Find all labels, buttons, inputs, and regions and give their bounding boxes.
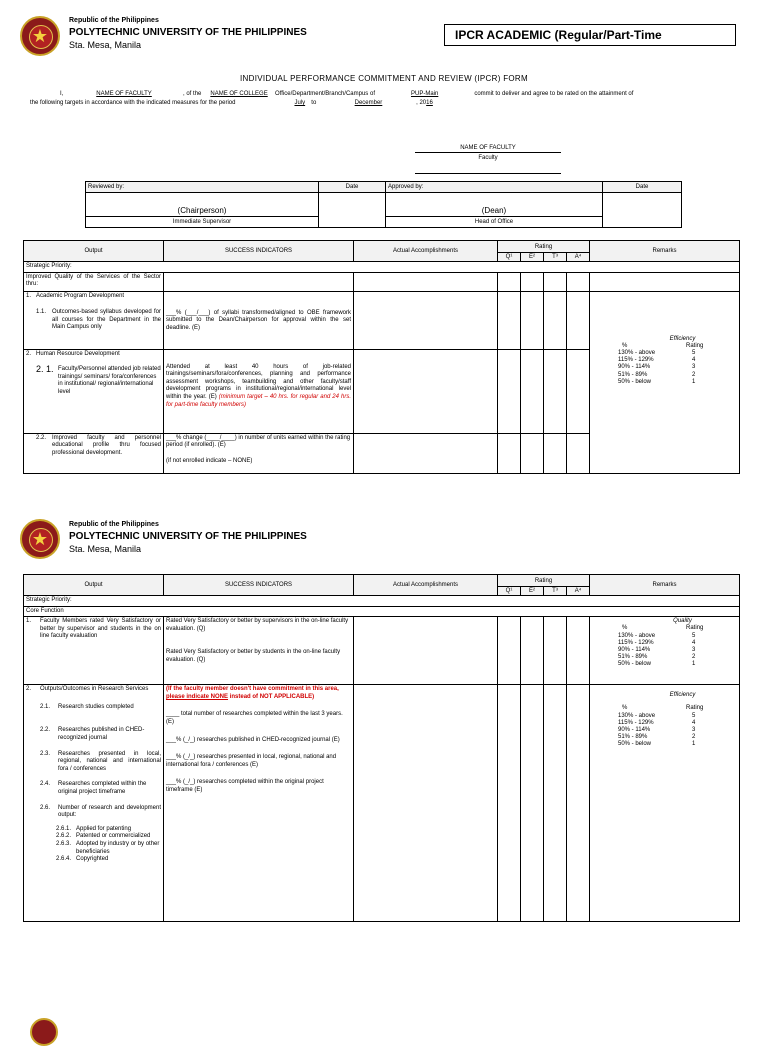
date-label: Date xyxy=(345,184,359,190)
row-faculty-evaluation: 1. Faculty Members rated Very Satisfactory or better by supervisor and students in the on line faculty evaluation xyxy=(24,617,164,685)
col-actual: Actual Accomplishments xyxy=(392,248,459,254)
row-academic-program: 1. Academic Program Development 1.1. Outcomes-based syllabus developed for all courses for the Department in the Main Campus only xyxy=(24,291,164,349)
approval-table xyxy=(85,181,682,228)
col-e-2: E² xyxy=(529,588,535,594)
remarks-efficiency: Efficiency % Rating 130% - above 5 115% - 129% 4 90% - 114% 3 51% - 89% 2 50% - below 1 xyxy=(590,291,740,473)
university-name-2: POLYTECHNIC UNIVERSITY OF THE PHILIPPINES xyxy=(69,531,307,542)
immediate-supervisor-label: Immediate Supervisor xyxy=(172,219,232,225)
row-research-services: 2. Outputs/Outcomes in Research Services 2.1. Research studies completed 2.2. Researches published in CHED-recognized journal 2.3. Researches presented in local, regional, national and international fora / conferences 2.4. Researches completed within the original project timeframe 2.6. Number of research and development output: 2.6.1. Applied for patenting 2.6.2. Patented or commercialized 2.6.3. Adopted by industry or by other beneficiaries 2.6.4. Copyrighted xyxy=(24,685,164,922)
col-success-indicators: SUCCESS INDICATORS xyxy=(224,248,293,254)
campus-blank: PUP-Main xyxy=(410,91,439,97)
university-seal-logo-3 xyxy=(30,1018,58,1046)
period-from: July xyxy=(294,100,306,106)
col-e: E² xyxy=(529,254,535,260)
col-rating: Rating xyxy=(534,243,553,250)
indicator-syllabi: ___% (___/___) of syllabi transformed/aligned to OBE framework submitted to the Dean/Chairperson for approval within the set deadline. (E) xyxy=(166,309,351,331)
signature-name: NAME OF FACULTY xyxy=(415,144,561,153)
ipcr-table-page2 xyxy=(23,574,740,922)
college-name-blank: NAME OF COLLEGE xyxy=(210,91,268,97)
reviewed-by-label: Reviewed by: xyxy=(88,184,125,190)
col-remarks-2: Remarks xyxy=(652,582,677,588)
improved-quality-text: Improved Quality of the Services of the Sector thru: xyxy=(26,273,161,288)
chairperson-label: (Chairperson) xyxy=(177,206,227,215)
signature-role: Faculty xyxy=(478,155,498,161)
core-function-label: Core Function xyxy=(26,607,64,614)
period-year: 16 xyxy=(426,100,433,106)
col-a-2: A⁴ xyxy=(574,588,582,594)
university-location: Sta. Mesa, Manila xyxy=(69,40,142,50)
col-q-2: Q¹ xyxy=(505,588,513,594)
dean-label: (Dean) xyxy=(481,206,507,215)
indicator-trainings: Attended at least 40 hours of job-related trainings/seminars/fora/conferences, planning and performance assessment workshops, teambuilding and other faculty/staff development programs in institutional/regional/international level within the year. (E) (minimum target – 40 hrs. for regular and 24 hrs. for part-time faculty members) xyxy=(164,349,354,433)
university-seal-logo: ★ xyxy=(20,16,60,56)
indicator-evaluation: Rated Very Satisfactory or better by supervisors in the on-line faculty evaluation. (Q) Rated Very Satisfactory or better by students in the on-line faculty evaluation. (Q) xyxy=(164,617,354,685)
university-name: POLYTECHNIC UNIVERSITY OF THE PHILIPPINES xyxy=(69,27,307,38)
strategic-priority-2: Strategic Priority: xyxy=(26,597,72,603)
republic-label: Republic of the Philippines xyxy=(69,17,159,24)
indicator-research: (If the faculty member doesn't have commitment in this area, please indicate NONE instead of NOT APPLICABLE) ____ total number of researches completed within the last 3 years. (E) ___% (_/_) researches published in CHED-recognized journal (E) ___% (_/_) researches presented in local, regional, national and international fora / conferences (E) ___% (_/_) researches completed within the original project timeframe (E) xyxy=(164,685,354,922)
remarks-efficiency-2: Efficiency % Rating 130% - above 5 115% - 129% 4 90% - 114% 3 51% - 89% 2 50% - below 1 xyxy=(590,685,740,922)
col-remarks: Remarks xyxy=(652,248,677,254)
form-title: INDIVIDUAL PERFORMANCE COMMITMENT AND REVIEW (IPCR) FORM xyxy=(240,74,528,83)
col-a: A⁴ xyxy=(574,254,582,260)
col-rating-2: Rating xyxy=(534,577,553,584)
republic-label-2: Republic of the Philippines xyxy=(69,521,159,528)
col-t: T³ xyxy=(552,254,558,260)
col-success-indicators-2: SUCCESS INDICATORS xyxy=(224,582,293,588)
col-output-2: Output xyxy=(84,582,103,588)
form-code-box: IPCR ACADEMIC (Regular/Part-Time xyxy=(444,24,736,46)
commitment-line-1: I, NAME OF FACULTY , of the NAME OF COLLEGE Office/Department/Branch/Campus of PUP-Main commit to deliver and agree to be rated on the attainment of xyxy=(60,91,634,97)
col-actual-2: Actual Accomplishments xyxy=(392,582,459,588)
row-educational-profile: 2.2. Improved faculty and personnel educational profile thru focused professional development. xyxy=(24,433,164,473)
signature-line xyxy=(415,173,561,174)
remarks-quality: Quality % Rating 130% - above 5 115% - 129% 4 90% - 114% 3 51% - 89% 2 50% - below 1 xyxy=(590,617,740,685)
head-of-office-label: Head of Office xyxy=(474,219,514,225)
university-location-2: Sta. Mesa, Manila xyxy=(69,544,142,554)
strategic-priority: Strategic Priority: xyxy=(26,263,72,269)
commitment-line-2: the following targets in accordance with the indicated measures for the period July to December , 2016 xyxy=(30,100,433,106)
indicator-units-earned: ___% change (____/____) in number of units earned within the rating period (if enrolled). (E) (if not enrolled indicate – NONE) xyxy=(164,433,354,473)
col-output: Output xyxy=(84,248,103,254)
university-seal-logo-2: ★ xyxy=(20,519,60,559)
ipcr-table-page1 xyxy=(23,240,740,474)
date-label-2: Date xyxy=(635,184,649,190)
col-q: Q¹ xyxy=(505,254,513,260)
faculty-name-blank: NAME OF FACULTY xyxy=(96,91,152,97)
approved-by-label: Approved by: xyxy=(388,184,424,190)
row-human-resource: 2. Human Resource Development 2. 1. Faculty/Personnel attended job related trainings/ seminars/ fora/conferences in institutional/ regional/international level xyxy=(24,349,164,433)
period-to: December xyxy=(354,100,383,106)
col-t-2: T³ xyxy=(552,588,558,594)
